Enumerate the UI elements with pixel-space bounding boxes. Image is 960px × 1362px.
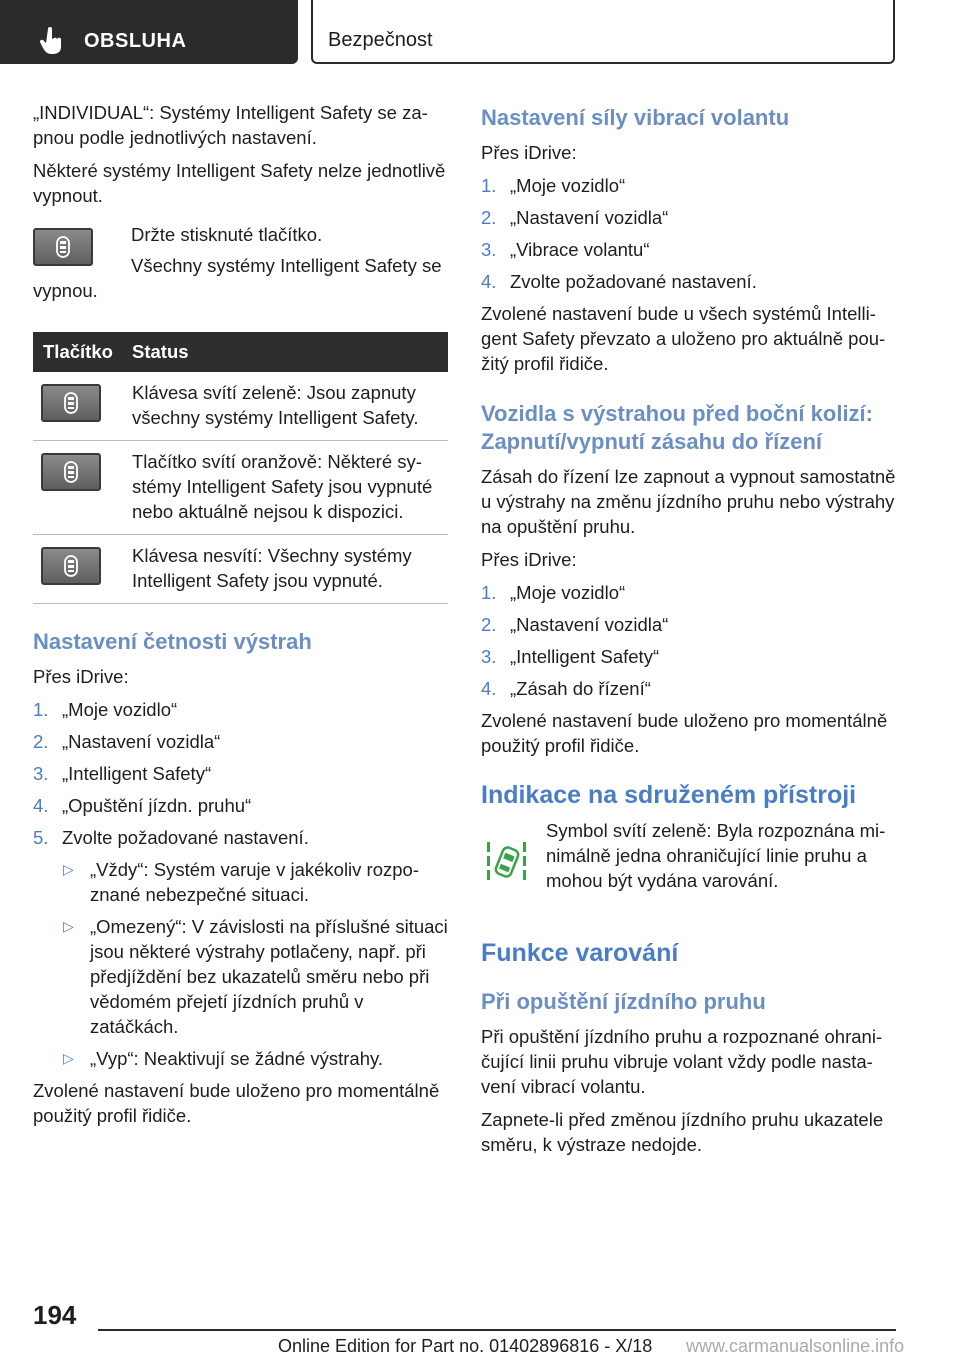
list-item: 3. „Vibrace volantu“ — [481, 239, 650, 260]
section-tab — [311, 0, 895, 64]
steering-steps — [481, 580, 896, 701]
footer-divider — [98, 1329, 896, 1331]
list-item: 3. „Intelligent Safety“ — [481, 646, 660, 667]
vibration-steps — [481, 173, 896, 294]
frequency-options — [33, 857, 448, 1071]
list-item: 1. „Moje vozidlo“ — [481, 582, 626, 603]
list-item: 4. „Zásah do řízení“ — [481, 678, 651, 699]
status-table — [33, 332, 448, 604]
lane-leaving-paragraph-1: Při opuštění jízdního pruhu a rozpoznané ohraničující linii pruhu vibruje volant vždy podle nastavení vibrací volantu. — [481, 1026, 883, 1097]
list-item: 1. „Moje vozidlo“ — [33, 699, 178, 720]
heading-side-collision: Vozidla s výstrahou před boční kolizí: Zapnutí/vypnutí zásahu do řízení — [481, 401, 873, 454]
list-item: 4. „Opuštění jízdn. pruhu“ — [33, 795, 252, 816]
intelligent-safety-icon — [63, 392, 79, 414]
list-item: 5. Zvolte požadované nastavení. — [33, 827, 309, 848]
all-off-text: Všechny systémy Intelligent Safety se vypnou. — [33, 255, 442, 301]
edition-note: Online Edition for Part no. 01402896816 - X/18 — [278, 1336, 653, 1356]
intelligent-safety-icon — [63, 555, 79, 577]
list-item: 2. „Nastavení vozidla“ — [33, 731, 221, 752]
saved-note: Zvolené nastavení bude uloženo pro momentálně použitý profil řidiče. — [481, 710, 888, 756]
hand-pointer-icon — [40, 27, 64, 55]
via-idrive: Přes iDrive: — [33, 666, 129, 687]
hold-text: Držte stisknuté tlačítko. — [131, 224, 323, 245]
saved-note: Zvolené nastavení bude u všech systémů Intelligent Safety převzato a uloženo pro aktuálně použitý profil řidiče. — [481, 303, 886, 374]
list-item: 4. Zvolte požadované nastavení. — [481, 271, 757, 292]
paragraph-not-separately: Některé systémy Intelligent Safety nelze jednotlivě vypnout. — [33, 160, 446, 206]
via-idrive: Přes iDrive: — [481, 142, 577, 163]
col-header-button: Tlačítko — [33, 332, 132, 372]
status-text: Klávesa nesvítí: Všechny systémy Intelligent Safety jsou vypnuté. — [132, 535, 448, 604]
page-header — [0, 0, 960, 66]
list-item: 2. „Nastavení vozidla“ — [481, 207, 669, 228]
status-text: Klávesa svítí zeleně: Jsou zapnuty všechny systémy Intelligent Safety. — [132, 372, 448, 441]
lane-departure-icon — [485, 836, 529, 888]
heading-warning-functions: Funkce varování — [481, 939, 679, 967]
chapter-tab[interactable] — [0, 0, 298, 64]
hold-button-instruction — [33, 222, 448, 310]
table-row — [33, 535, 448, 604]
triangle-bullet-icon: ▷ — [63, 861, 74, 877]
paragraph-individual: „INDIVIDUAL“: Systémy Intelligent Safety se zapnou podle jednotlivých nastavení. — [33, 102, 428, 148]
indication-text: Symbol svítí zeleně: Byla rozpoznána minimálně jedna ohraničující linie pruhu a mohou být vydána varování. — [546, 820, 886, 891]
heading-warning-frequency: Nastavení četnosti výstrah — [33, 629, 312, 654]
indication-row — [481, 818, 896, 916]
chapter-title: OBSLUHA — [84, 30, 187, 52]
list-item: ▷ „Omezený“: V závislosti na příslušné situaci jsou některé výstrahy potlačeny, např. při předjíždění bez ukazatelů směru nebo při vědomém přejetí jízdních pruhů v zatáčkách. — [63, 916, 448, 1037]
list-item: 2. „Nastavení vozidla“ — [481, 614, 669, 635]
intelligent-safety-icon — [63, 461, 79, 483]
safety-button-image — [41, 453, 101, 491]
table-row — [33, 441, 448, 535]
list-item: ▷ „Vždy“: Systém varuje v jakékoliv rozpoznané nebezpečné situaci. — [63, 859, 420, 905]
watermark-link[interactable]: www.carmanualsonline.info — [686, 1336, 905, 1356]
saved-note: Zvolené nastavení bude uloženo pro momentálně použitý profil řidiče. — [33, 1080, 440, 1126]
table-header — [33, 332, 448, 372]
safety-button-image — [41, 384, 101, 422]
list-item: 3. „Intelligent Safety“ — [33, 763, 212, 784]
table-row — [33, 372, 448, 441]
lane-leaving-paragraph-2: Zapnete-li před změnou jízdního pruhu ukazatele směru, k výstraze nedojde. — [481, 1109, 884, 1155]
section-title: Bezpečnost — [328, 29, 433, 51]
status-text: Tlačítko svítí oranžově: Některé systémy Intelligent Safety jsou vypnuté nebo aktuálně nejsou k dispozici. — [132, 441, 448, 535]
via-idrive: Přes iDrive: — [481, 549, 577, 570]
right-column — [481, 100, 896, 1165]
triangle-bullet-icon: ▷ — [63, 918, 74, 934]
safety-button-image — [41, 547, 101, 585]
frequency-steps — [33, 697, 448, 850]
page-number: 194 — [33, 1300, 77, 1330]
list-item: ▷ „Vyp“: Neaktivují se žádné výstrahy. — [63, 1048, 384, 1069]
heading-indication: Indikace na sdruženém přístroji — [481, 781, 857, 809]
heading-vibration: Nastavení síly vibrací volantu — [481, 105, 790, 130]
left-column — [33, 100, 448, 1136]
list-item: 1. „Moje vozidlo“ — [481, 175, 626, 196]
heading-lane-leaving: Při opuštění jízdního pruhu — [481, 989, 766, 1014]
side-collision-paragraph: Zásah do řízení lze zapnout a vypnout samostatně u výstrahy na změnu jízdního pruhu nebo výstrahy na opuštění pruhu. — [481, 466, 896, 537]
col-header-status: Status — [132, 332, 448, 372]
triangle-bullet-icon: ▷ — [63, 1050, 74, 1066]
